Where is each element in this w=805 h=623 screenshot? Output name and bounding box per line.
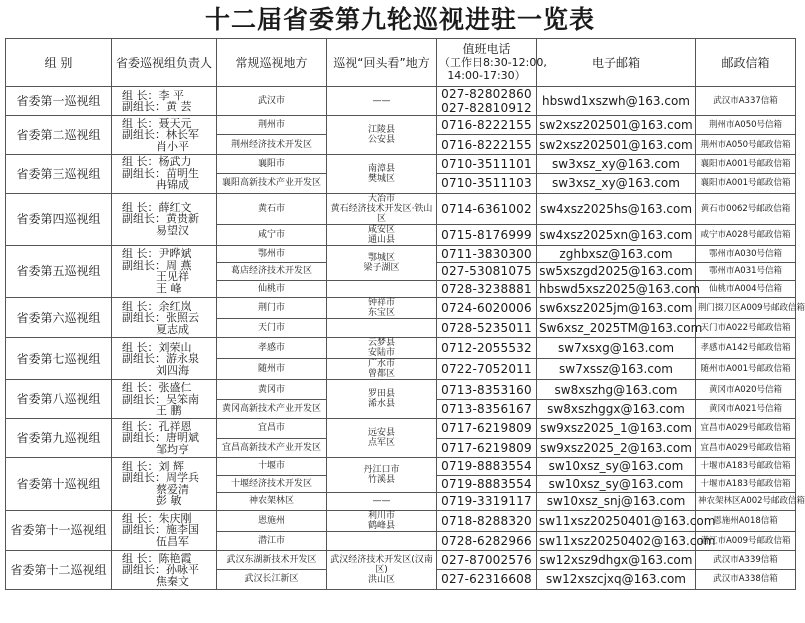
regular-area: 荆州市: [217, 116, 327, 135]
email-address: sw9xsz2025_2@163.com: [537, 438, 696, 457]
duty-phone: 0718-8288320: [437, 510, 537, 531]
group-leaders: [112, 116, 217, 155]
duty-phone: 027-87002576: [437, 550, 537, 569]
leader-line: 彭 敏: [156, 494, 182, 508]
regular-area: 葛店经济技术开发区: [217, 263, 327, 281]
page-title: 十二届省委第九轮巡视进驻一览表: [204, 5, 595, 34]
review-area: 武汉经济技术开发区(汉南区) 洪山区: [327, 550, 437, 589]
regular-area: 仙桃市: [217, 280, 327, 298]
duty-phone: 0728-5235011: [437, 319, 537, 338]
table-row: [6, 380, 796, 399]
email-address: sw3xsz_xy@163.com: [537, 174, 696, 193]
header-group: 组 别: [6, 39, 112, 87]
post-box: 武汉市A337信箱: [696, 87, 796, 116]
regular-area: 襄阳高新技术产业开发区: [217, 174, 327, 193]
duty-phone: 0716-8222155: [437, 135, 537, 154]
regular-area: 恩施州: [217, 510, 327, 531]
duty-phone: 0712-2055532: [437, 338, 537, 359]
group-name: 省委第五巡视组: [6, 245, 112, 298]
leader-line: 副组长：苗明生: [122, 166, 199, 180]
post-box: 武汉市A338信箱: [696, 570, 796, 589]
group-leaders: [112, 245, 217, 298]
post-box: 荆门掇刀区A009号邮政信箱: [696, 298, 796, 319]
email-address: sw8xszhg@163.com: [537, 380, 696, 399]
duty-phone: 0714-6361002: [437, 193, 537, 224]
regular-area: 黄冈高新技术产业开发区: [217, 399, 327, 418]
duty-phone: 0710-3511101: [437, 154, 537, 173]
post-box: 天门市A022号邮政信箱: [696, 319, 796, 338]
regular-area: 神农架林区: [217, 493, 327, 511]
leader-line: 刘四海: [156, 363, 189, 377]
review-area: [327, 280, 437, 298]
post-box: 十堰市A183号邮政信箱: [696, 475, 796, 493]
regular-area: 黄石市: [217, 193, 327, 224]
regular-area: 宜昌高新技术产业开发区: [217, 438, 327, 457]
leader-line: 组 长：聂天元: [122, 116, 192, 130]
post-box: 黄石市0062号邮政信箱: [696, 193, 796, 224]
table-row: [6, 338, 796, 359]
leader-line: 组 长：朱庆刚: [122, 511, 192, 525]
regular-area: 武汉东湖新技术开发区: [217, 550, 327, 569]
header-area: 常规巡视地方: [217, 39, 327, 87]
post-box: 襄阳市A001号邮政信箱: [696, 174, 796, 193]
header-phone: [437, 39, 547, 87]
review-area: 云梦县 安陆市: [327, 338, 437, 359]
inspection-table: [5, 38, 805, 590]
duty-phone: 0711-3830300: [437, 245, 537, 263]
review-area: 罗田县 浠水县: [327, 380, 437, 419]
group-name: 省委第十巡视组: [6, 458, 112, 511]
group-name: 省委第八巡视组: [6, 380, 112, 419]
regular-area: 鄂州市: [217, 245, 327, 263]
post-box: 神农架林区A002号邮政信箱: [696, 493, 796, 511]
review-area: ——: [327, 87, 437, 116]
regular-area: 十堰市: [217, 458, 327, 476]
review-area: ——: [327, 493, 437, 511]
duty-phone: 0715-8176999: [437, 224, 537, 245]
leader-line: 邹均亨: [156, 442, 189, 456]
post-box: 宜昌市A029号邮政信箱: [696, 419, 796, 438]
duty-phone: 0728-6282966: [437, 531, 537, 550]
leader-line: 组 长：余红岚: [122, 299, 192, 313]
header-phone-line3: 14:00-17:30）: [447, 69, 526, 82]
leader-line: 组 长：孔祥恩: [122, 419, 192, 433]
group-leaders: [112, 193, 217, 245]
duty-phone: 0710-3511103: [437, 174, 537, 193]
table-row: [6, 193, 796, 224]
group-name: 省委第七巡视组: [6, 338, 112, 380]
table-row: [6, 245, 796, 263]
duty-phone: 0724-6020006: [437, 298, 537, 319]
leader-line: 副组长：林长军: [122, 128, 199, 142]
duty-phone: 0719-8883554: [437, 475, 537, 493]
group-name: 省委第二巡视组: [6, 116, 112, 155]
group-name: 省委第十二巡视组: [6, 550, 112, 589]
leader-line: 组 长：薛红文: [122, 200, 192, 214]
leader-line: 组 长：陈艳霞: [122, 551, 192, 565]
email-address: Sw6xsz_2025TM@163.com: [537, 319, 696, 338]
email-address: sw11xsz20250402@163.com: [537, 531, 696, 550]
email-address: sw8xszhggx@163.com: [537, 399, 696, 418]
post-box: 黄冈市A020号信箱: [696, 380, 796, 399]
email-address: sw4xsz2025xn@163.com: [537, 224, 696, 245]
table-row: [6, 419, 796, 438]
email-address: sw2xsz202501@163.com: [537, 135, 696, 154]
leader-line: 副组长：黄贵新: [122, 212, 199, 226]
leader-line: 副组长：周学兵: [122, 471, 199, 485]
post-box: 黄冈市A021号信箱: [696, 399, 796, 418]
duty-phone: 0717-6219809: [437, 438, 537, 457]
review-area: 江陵县 公安县: [327, 116, 437, 155]
regular-area: 宜昌市: [217, 419, 327, 438]
review-area: 大冶市 黄石经济技术开发区·铁山区: [327, 193, 437, 224]
duty-phone: 0717-6219809: [437, 419, 537, 438]
post-box: 襄阳市A001号邮政信箱: [696, 154, 796, 173]
group-leaders: [112, 550, 217, 589]
duty-phone: 0728-3238881: [437, 280, 537, 298]
post-box: 恩施州A018信箱: [696, 510, 796, 531]
leader-line: 组 长：刘 辉: [122, 459, 184, 473]
email-address: sw4xsz2025hs@163.com: [537, 193, 696, 224]
leader-line: 组 长：李 平: [122, 88, 184, 102]
group-name: 省委第九巡视组: [6, 419, 112, 458]
group-leaders: [112, 419, 217, 458]
leader-line: 副组长：黄 芸: [122, 100, 192, 113]
email-address: sw6xsz2025jm@163.com: [537, 298, 696, 319]
review-area: 丹江口市 竹溪县: [327, 458, 437, 493]
review-area: 咸安区 通山县: [327, 224, 437, 245]
regular-area: 十堰经济技术开发区: [217, 475, 327, 493]
group-name: 省委第一巡视组: [6, 87, 112, 116]
leader-line: 组 长：杨武力: [122, 155, 192, 169]
leader-line: 焦秦文: [156, 574, 189, 588]
review-area: 广水市 曾都区: [327, 359, 437, 380]
header-review: 巡视“回头看”地方: [327, 39, 437, 87]
regular-area: 武汉市: [217, 87, 327, 116]
review-area: 钟祥市 东宝区: [327, 298, 437, 319]
leader-line: 组 长：刘荣山: [122, 340, 192, 354]
group-leaders: [112, 154, 217, 193]
review-area: [327, 531, 437, 550]
duty-phone: 0713-8353160: [437, 380, 537, 399]
leader-line: 组 长：张盛仁: [122, 381, 192, 395]
table-row: [6, 298, 796, 319]
header-phone-line1: 值班电话: [462, 42, 511, 56]
email-address: sw11xsz20250401@163.com: [537, 510, 696, 531]
post-box: 随州市A001号邮政信箱: [696, 359, 796, 380]
regular-area: 黄冈市: [217, 380, 327, 399]
leader-line: 王 鹏: [156, 404, 182, 418]
leader-line: 王见祥: [156, 270, 189, 284]
regular-area: 天门市: [217, 319, 327, 338]
table-row: [6, 458, 796, 476]
email-address: sw5xszgd2025@163.com: [537, 263, 696, 281]
email-address: sw12xsz9dhgx@163.com: [537, 550, 696, 569]
email-address: hbswd5xsz2025@163.com: [537, 280, 696, 298]
table-row: [6, 510, 796, 531]
post-box: 十堰市A183号邮政信箱: [696, 458, 796, 476]
post-box: 鄂州市A031号信箱: [696, 263, 796, 281]
post-box: 鄂州市A030号信箱: [696, 245, 796, 263]
email-address: sw9xsz2025_1@163.com: [537, 419, 696, 438]
review-area: [327, 319, 437, 338]
post-box: 荆州市A050号信箱: [696, 116, 796, 135]
email-address: sw12xszcjxq@163.com: [537, 570, 696, 589]
email-address: sw3xsz_xy@163.com: [537, 154, 696, 173]
email-address: zghbxsz@163.com: [537, 245, 696, 263]
regular-area: 荆州经济技术开发区: [217, 135, 327, 154]
group-name: 省委第六巡视组: [6, 298, 112, 338]
regular-area: 武汉长江新区: [217, 570, 327, 589]
leader-line: 副组长：周 燕: [122, 258, 192, 272]
email-address: sw7xssz@163.com: [537, 359, 696, 380]
post-box: 咸宁市A028号邮政信箱: [696, 224, 796, 245]
post-box: 仙桃市A004号信箱: [696, 280, 796, 298]
duty-phone: 0719-3319117: [437, 493, 537, 511]
table-row: [6, 116, 796, 135]
regular-area: 潜江市: [217, 531, 327, 550]
regular-area: 襄阳市: [217, 154, 327, 173]
table-row: [6, 87, 796, 116]
leader-line: 王 峰: [156, 281, 182, 295]
leader-line: 副组长：吴笨南: [122, 392, 199, 406]
header-email: 电子邮箱: [537, 39, 696, 87]
review-area: 南漳县 樊城区: [327, 154, 437, 193]
regular-area: 孝感市: [217, 338, 327, 359]
email-address: sw10xsz_sy@163.com: [537, 475, 696, 493]
group-leaders: [112, 458, 217, 511]
group-leaders: [112, 298, 217, 338]
duty-phone: 027-53081075: [437, 263, 537, 281]
email-address: hbswd1xszwh@163.com: [537, 87, 696, 116]
leader-line: 伍昌军: [156, 534, 189, 548]
review-area: 利川市 鹤峰县: [327, 510, 437, 531]
leader-line: 夏志成: [156, 322, 189, 336]
duty-phone: 0716-8222155: [437, 116, 537, 135]
email-address: sw7xsxg@163.com: [537, 338, 696, 359]
leader-line: 副组长：施李国: [122, 523, 199, 537]
table-header-row: [6, 39, 796, 87]
review-area: 远安县 点军区: [327, 419, 437, 458]
group-leaders: [112, 338, 217, 380]
post-box: 潜江市A009号邮政信箱: [696, 531, 796, 550]
leader-line: 肖小平: [156, 139, 189, 153]
duty-phone: 0722-7052011: [437, 359, 537, 380]
leader-line: 冉锦成: [156, 178, 189, 192]
table-row: [6, 550, 796, 569]
leader-line: 副组长：张照云: [122, 311, 199, 324]
header-leader: 省委巡视组负责人: [112, 39, 217, 87]
group-leaders: [112, 510, 217, 550]
group-name: 省委第十一巡视组: [6, 510, 112, 550]
post-box: 武汉市A339信箱: [696, 550, 796, 569]
leader-line: 副组长：孙咏平: [122, 563, 199, 577]
regular-area: 咸宁市: [217, 224, 327, 245]
email-address: sw10xsz_snj@163.com: [537, 493, 696, 511]
post-box: 孝感市A142号邮政信箱: [696, 338, 796, 359]
leader-line: 蔡爱清: [156, 482, 189, 496]
duty-phone: 027-82802860 027-82810912: [437, 87, 537, 116]
email-address: sw2xsz202501@163.com: [537, 116, 696, 135]
leader-line: 组 长：尹晔斌: [122, 247, 192, 261]
leader-line: 副组长：游永泉: [122, 352, 199, 366]
leader-line: 易望汉: [156, 223, 189, 237]
email-address: sw10xsz_sy@163.com: [537, 458, 696, 476]
duty-phone: 0719-8883554: [437, 458, 537, 476]
group-name: 省委第四巡视组: [6, 193, 112, 245]
regular-area: 随州市: [217, 359, 327, 380]
group-leaders: [112, 87, 217, 116]
header-phone-line2: （工作日8:30-12:00,: [439, 56, 547, 69]
post-box: 荆州市A050号邮政信箱: [696, 135, 796, 154]
duty-phone: 0713-8356167: [437, 399, 537, 418]
group-name: 省委第三巡视组: [6, 154, 112, 193]
regular-area: 荆门市: [217, 298, 327, 319]
duty-phone: 027-62316608: [437, 570, 537, 589]
review-area: 鄂城区 梁子湖区: [327, 245, 437, 280]
leader-line: 副组长：唐明斌: [122, 431, 199, 445]
header-post: 邮政信箱: [696, 39, 796, 87]
group-leaders: [112, 380, 217, 419]
table-row: [6, 154, 796, 173]
post-box: 宜昌市A029号邮政信箱: [696, 438, 796, 457]
